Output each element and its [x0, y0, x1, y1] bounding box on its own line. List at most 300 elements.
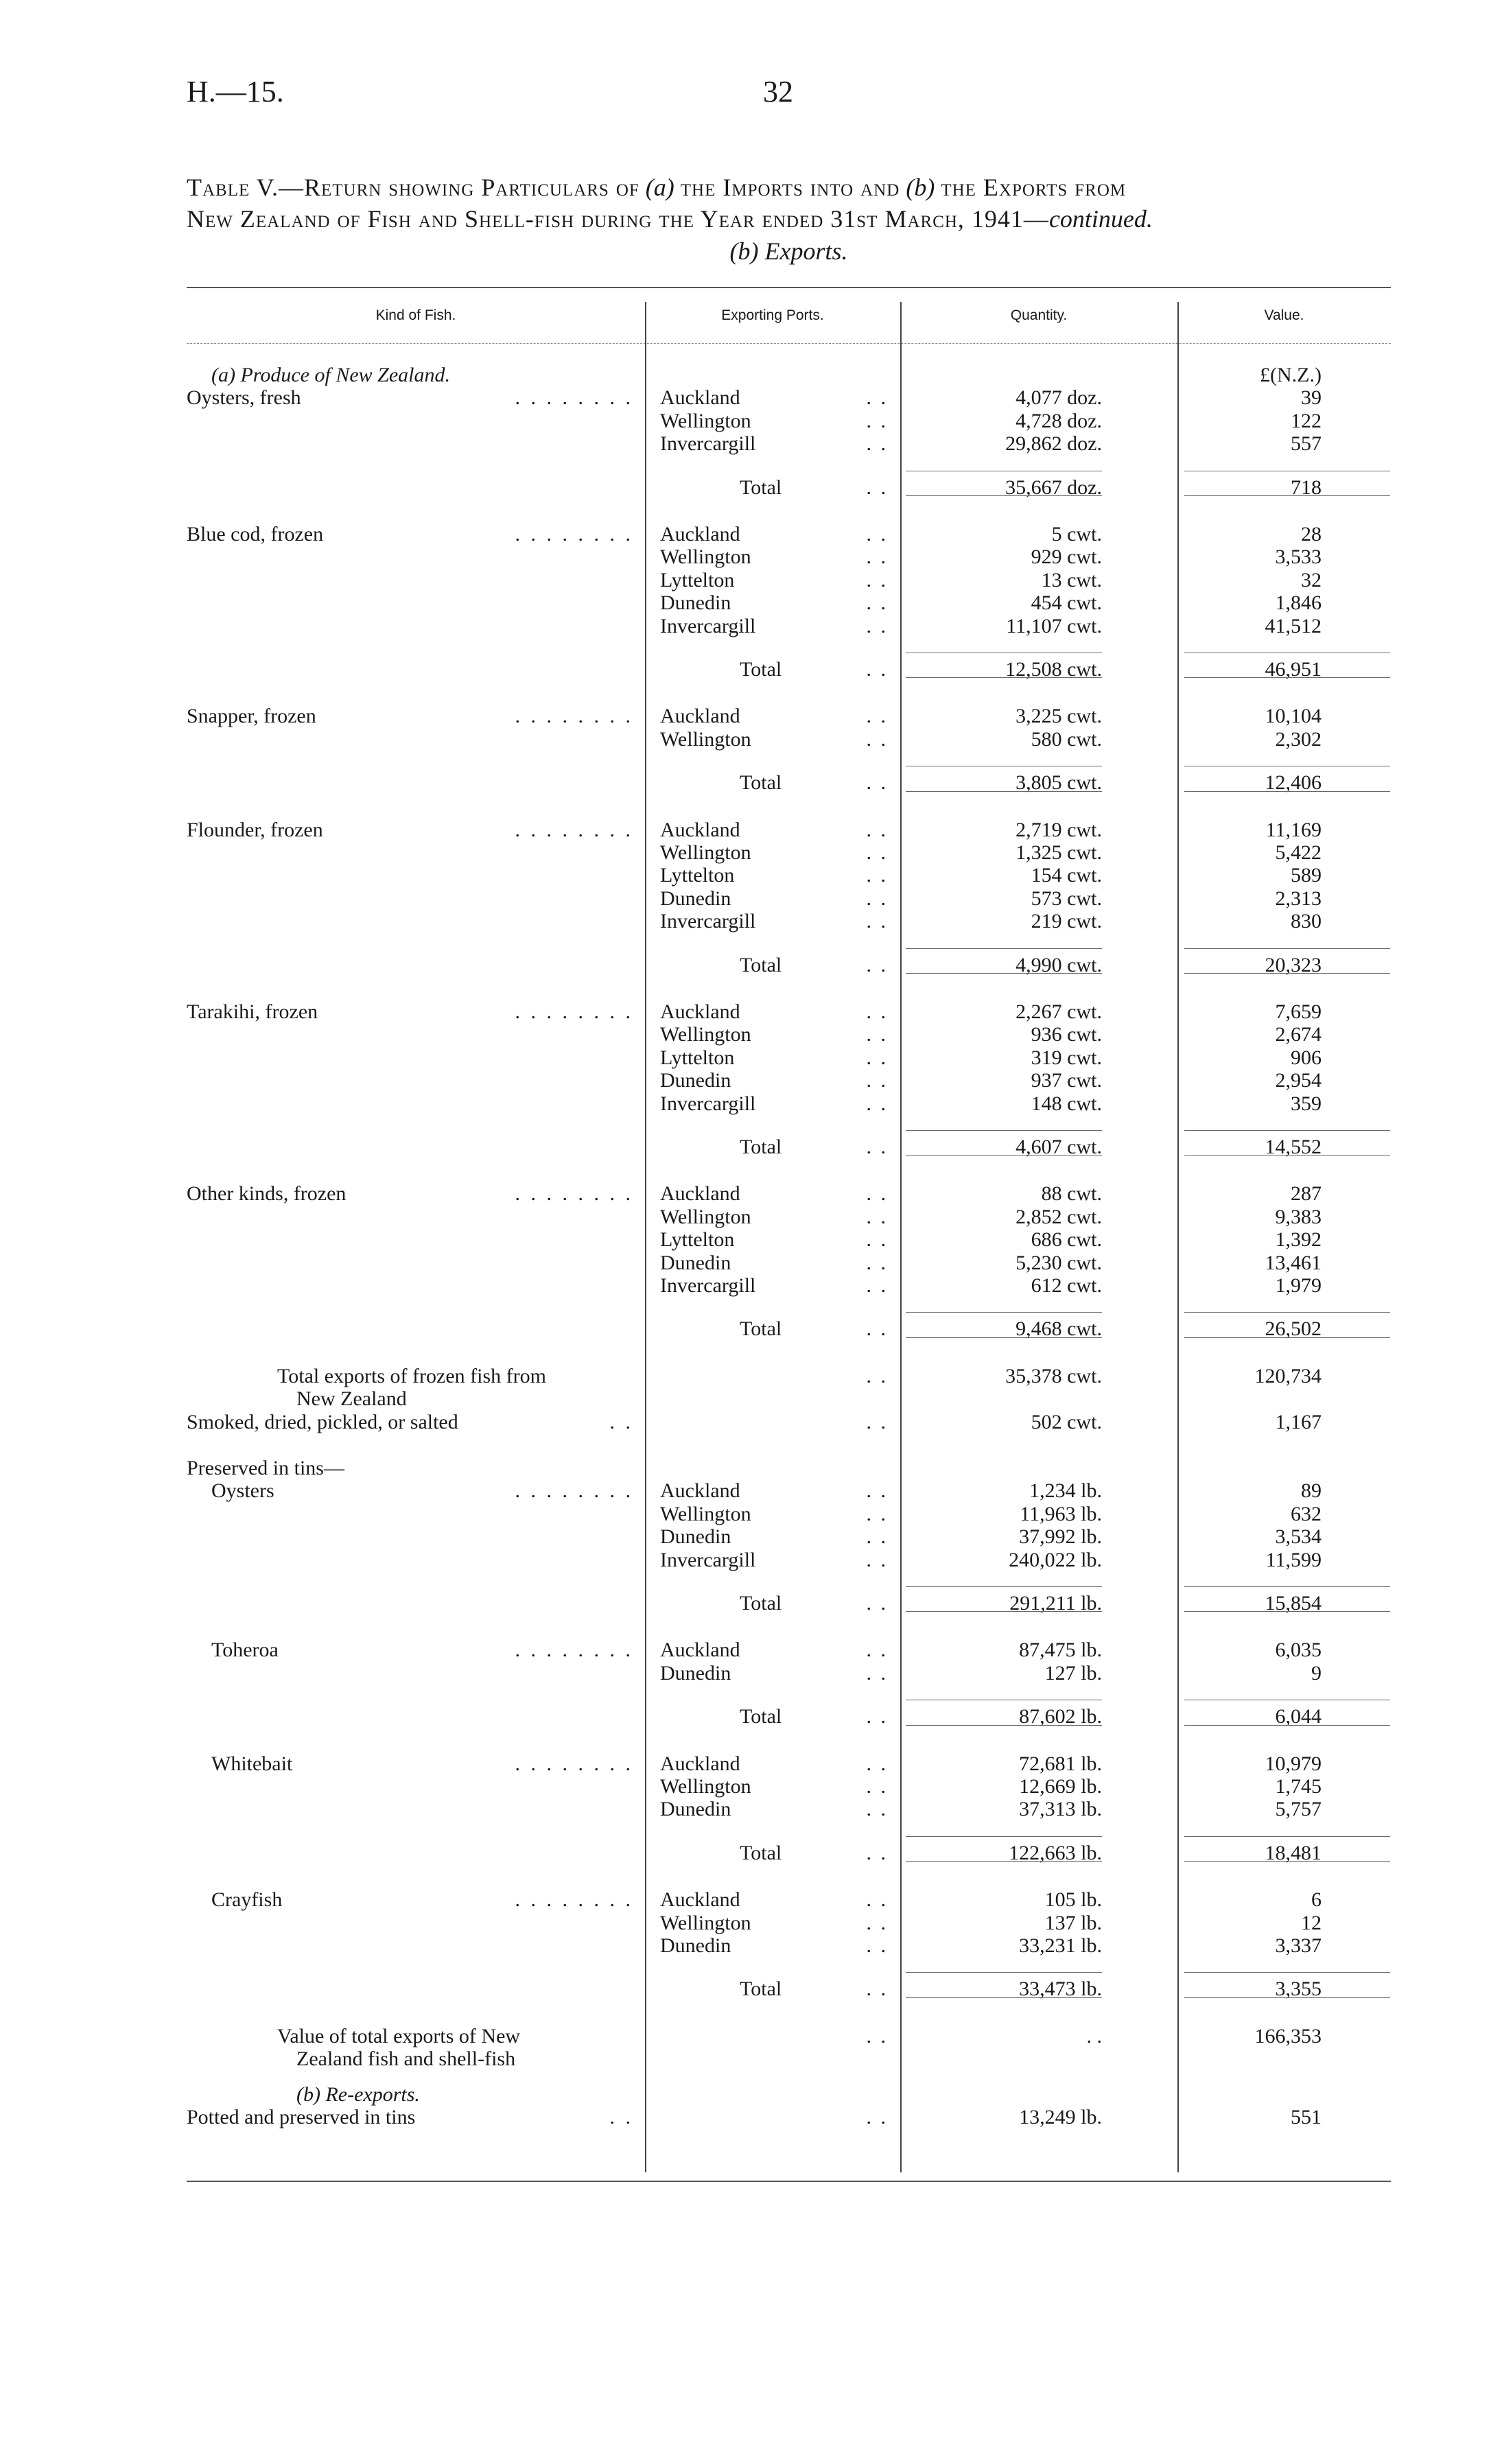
leader-dots: . . . . . . . . — [515, 1000, 633, 1023]
quantity-cell: 72,681 lb. — [1019, 1752, 1102, 1775]
value-cell: 906 — [1291, 1046, 1322, 1069]
value-cell: 1,745 — [1275, 1775, 1322, 1798]
leader-dots: . . . . . . . . — [515, 1888, 633, 1911]
value-cell: 359 — [1291, 1092, 1322, 1115]
total-value: 15,854 — [1265, 1592, 1322, 1615]
table-row — [0, 432, 1491, 456]
quantity-cell: 11,107 cwt. — [1006, 615, 1102, 637]
leader-dots: . . — [866, 1136, 888, 1158]
table-row — [0, 841, 1491, 865]
table-row — [0, 1503, 1491, 1526]
total-quantity: 87,602 lb. — [1019, 1705, 1102, 1728]
leader-dots: . . — [866, 1798, 888, 1820]
column-header-kind: Kind of Fish. — [375, 307, 456, 323]
column-header-value: Value. — [1264, 307, 1304, 323]
leader-dots: . . . . . . . . — [515, 386, 633, 409]
quantity-cell: 929 cwt. — [1031, 545, 1102, 568]
exporting-port: Auckland — [660, 1888, 740, 1911]
leader-dots: . . — [866, 1752, 888, 1775]
exporting-port: Dunedin — [660, 1662, 731, 1685]
table-row — [0, 1888, 1491, 1912]
table-row — [0, 1206, 1491, 1229]
kind-of-fish: Tarakihi, frozen — [187, 1000, 318, 1023]
table-row — [0, 887, 1491, 911]
quantity-cell: 87,475 lb. — [1019, 1639, 1102, 1661]
value-cell: 6,035 — [1275, 1639, 1322, 1661]
leader-dots: . . — [866, 386, 888, 409]
table-row — [0, 1023, 1491, 1046]
quantity-cell: 29,862 doz. — [1005, 432, 1102, 455]
table-row — [0, 1639, 1491, 1662]
value-cell: 1,167 — [1275, 1411, 1322, 1433]
exporting-port: Auckland — [660, 705, 740, 727]
subtotal-rule-quantity — [906, 1130, 1102, 1131]
leader-dots: . . — [866, 476, 888, 499]
exporting-port: Dunedin — [660, 1252, 731, 1274]
quantity-cell: 3,225 cwt. — [1015, 705, 1102, 727]
leader-dots: . . — [866, 1479, 888, 1502]
value-cell: 2,302 — [1275, 728, 1322, 751]
exporting-port: Auckland — [660, 1479, 740, 1502]
total-underline-value — [1184, 1611, 1390, 1612]
exporting-port: Wellington — [660, 841, 751, 864]
value-cell: 551 — [1291, 2106, 1322, 2128]
value-cell: 12 — [1301, 1912, 1322, 1934]
total-value: 46,951 — [1265, 658, 1322, 681]
grand-total-value: 166,353 — [1254, 2025, 1322, 2048]
leader-dots: . . . . . . . . — [515, 1182, 633, 1205]
title-b-label: (b) — [906, 174, 935, 201]
total-label: Total — [740, 1136, 782, 1158]
column-header-ports: Exporting Ports. — [721, 307, 824, 323]
subtotal-rule-quantity — [906, 1836, 1102, 1837]
exporting-port: Auckland — [660, 819, 740, 841]
total-frozen-value: 120,734 — [1254, 1365, 1322, 1387]
value-cell: 6 — [1311, 1888, 1322, 1911]
value-cell: 589 — [1291, 864, 1322, 887]
quantity-cell: 2,719 cwt. — [1015, 819, 1102, 841]
leader-dots: . . — [866, 1639, 888, 1661]
value-cell: 1,392 — [1275, 1228, 1322, 1251]
table-row — [0, 1274, 1491, 1298]
quantity-cell: 11,963 lb. — [1020, 1503, 1102, 1525]
table-row — [0, 545, 1491, 569]
quantity-cell: 936 cwt. — [1031, 1023, 1102, 1046]
leader-dots: . . — [866, 1206, 888, 1228]
total-quantity: 35,667 doz. — [1005, 476, 1102, 499]
table-row — [0, 1252, 1491, 1275]
quantity-cell: 612 cwt. — [1031, 1274, 1102, 1297]
total-quantity: 9,468 cwt. — [1015, 1317, 1102, 1340]
table-row — [0, 523, 1491, 546]
total-value: 3,355 — [1275, 1978, 1322, 2000]
leader-dots: . . — [866, 1525, 888, 1548]
leader-dots: . . — [866, 1046, 888, 1069]
total-value: 14,552 — [1265, 1136, 1322, 1158]
leader-dots: . . — [866, 954, 888, 976]
value-cell: 632 — [1291, 1503, 1322, 1525]
value-cell: 9 — [1311, 1662, 1322, 1685]
table-row — [0, 1549, 1491, 1572]
total-quantity: 12,508 cwt. — [1005, 658, 1102, 681]
exporting-port: Invercargill — [660, 910, 756, 932]
total-quantity: 3,805 cwt. — [1015, 771, 1102, 794]
total-label: Total — [740, 476, 782, 499]
quantity-cell: 4,728 doz. — [1015, 410, 1102, 432]
leader-dots: . . — [866, 1411, 888, 1433]
leader-dots: . . — [866, 615, 888, 637]
kind-of-fish: Flounder, frozen — [187, 819, 323, 841]
page-number: 32 — [763, 75, 793, 108]
smoked-row — [0, 1411, 1491, 1434]
exporting-port: Auckland — [660, 1000, 740, 1023]
leader-dots: . . — [866, 410, 888, 432]
table-row — [0, 1912, 1491, 1935]
value-cell: 39 — [1301, 386, 1322, 409]
preserved-heading: Preserved in tins— — [187, 1457, 344, 1479]
leader-dots: . . — [866, 1888, 888, 1911]
preserved-heading-row — [0, 1457, 1491, 1480]
exporting-port: Wellington — [660, 1023, 751, 1046]
table-row — [0, 1525, 1491, 1549]
value-cell: 10,104 — [1265, 705, 1322, 727]
leader-dots: . . — [866, 569, 888, 591]
section-a-row — [0, 364, 1491, 387]
subtotal-rule-value — [1184, 1130, 1390, 1131]
total-label: Total — [740, 1842, 782, 1864]
total-frozen-label-2: New Zealand — [296, 1387, 407, 1410]
quantity-cell: 454 cwt. — [1031, 591, 1102, 614]
table-row — [0, 819, 1491, 842]
title-a-label: (a) — [645, 174, 674, 201]
quantity-cell: 13 cwt. — [1041, 569, 1102, 591]
leader-dots: . . — [866, 1775, 888, 1798]
leader-dots: . . — [866, 1503, 888, 1525]
total-underline-value — [1184, 1861, 1390, 1862]
leader-dots: . . — [866, 910, 888, 932]
quantity-cell: 502 cwt. — [1031, 1411, 1102, 1433]
exporting-port: Invercargill — [660, 615, 756, 637]
section-b-heading: (b) Re-exports. — [296, 2083, 420, 2106]
table-row — [0, 1069, 1491, 1092]
quantity-cell: 319 cwt. — [1031, 1046, 1102, 1069]
table-row — [0, 410, 1491, 433]
kind-of-fish: Potted and preserved in tins — [187, 2106, 416, 2128]
total-label: Total — [740, 1592, 782, 1615]
total-underline-value — [1184, 1337, 1390, 1338]
subtotal-rule-value — [1184, 1586, 1390, 1587]
leader-dots: . . — [866, 545, 888, 568]
table-row — [0, 1798, 1491, 1821]
total-quantity: 4,607 cwt. — [1015, 1136, 1102, 1158]
total-label: Total — [740, 954, 782, 976]
quantity-cell: 240,022 lb. — [1009, 1549, 1102, 1571]
exporting-port: Invercargill — [660, 1549, 756, 1571]
total-underline-quantity — [906, 791, 1102, 792]
reexports-row — [0, 2106, 1491, 2129]
exporting-port: Lyttelton — [660, 1228, 735, 1251]
value-cell: 2,313 — [1275, 887, 1322, 910]
kind-of-fish: Crayfish — [211, 1888, 283, 1911]
leader-dots: . . — [866, 1182, 888, 1205]
leader-dots: . . . . . . . . — [515, 819, 633, 841]
table-row — [0, 1228, 1491, 1252]
value-cell: 557 — [1291, 432, 1322, 455]
exporting-port: Invercargill — [660, 432, 756, 455]
title-line2: New Zealand of Fish and Shell-fish during the Year ended 31st March, 1941— — [187, 205, 1049, 233]
leader-dots: . . — [866, 819, 888, 841]
total-underline-quantity — [906, 1611, 1102, 1612]
leader-dots: . . — [866, 1000, 888, 1023]
exporting-port: Auckland — [660, 1182, 740, 1205]
value-cell: 28 — [1301, 523, 1322, 545]
exporting-port: Dunedin — [660, 1934, 731, 1957]
total-underline-value — [1184, 495, 1390, 496]
leader-dots: . . — [609, 2106, 633, 2128]
leader-dots: . . — [866, 1228, 888, 1251]
leader-dots: . . — [866, 432, 888, 455]
leader-dots: . . . . . . . . — [515, 523, 633, 545]
total-label: Total — [740, 658, 782, 681]
leader-dots: . . — [866, 1842, 888, 1864]
leader-dots: . . . . . . . . — [515, 1752, 633, 1775]
table-row — [0, 910, 1491, 933]
total-label: Total — [740, 1978, 782, 2000]
quantity-cell: 37,313 lb. — [1019, 1798, 1102, 1820]
value-cell: 2,954 — [1275, 1069, 1322, 1092]
kind-of-fish: Toheroa — [211, 1639, 279, 1661]
quantity-cell: 88 cwt. — [1041, 1182, 1102, 1205]
subtotal-rule-value — [1184, 1972, 1390, 1973]
exporting-port: Dunedin — [660, 1069, 731, 1092]
section-b-row — [0, 2083, 1491, 2107]
total-label: Total — [740, 1317, 782, 1340]
document-code: H.—15. — [187, 75, 284, 108]
leader-dots: . . — [866, 1023, 888, 1046]
table-row — [0, 1046, 1491, 1070]
total-quantity: 33,473 lb. — [1019, 1978, 1102, 2000]
title-middle: the Imports into and — [680, 174, 900, 201]
leader-dots: . . — [866, 1978, 888, 2000]
exporting-port: Wellington — [660, 1206, 751, 1228]
quantity-cell: 37,992 lb. — [1019, 1525, 1102, 1548]
total-underline-value — [1184, 791, 1390, 792]
exporting-port: Auckland — [660, 1752, 740, 1775]
value-cell: 3,534 — [1275, 1525, 1322, 1548]
quantity-cell: 154 cwt. — [1031, 864, 1102, 887]
value-cell: 3,533 — [1275, 545, 1322, 568]
quantity-cell: 12,669 lb. — [1019, 1775, 1102, 1798]
value-cell: 287 — [1291, 1182, 1322, 1205]
total-quantity: 4,990 cwt. — [1015, 954, 1102, 976]
quantity-cell: 4,077 doz. — [1015, 386, 1102, 409]
total-underline-quantity — [906, 1997, 1102, 1998]
total-label: Total — [740, 771, 782, 794]
total-frozen-row-2 — [0, 1387, 1491, 1411]
exporting-port: Wellington — [660, 545, 751, 568]
value-cell: 41,512 — [1265, 615, 1322, 637]
exporting-port: Invercargill — [660, 1274, 756, 1297]
exporting-port: Dunedin — [660, 1798, 731, 1820]
leader-dots: . . . . . . . . — [515, 1479, 633, 1502]
exporting-port: Wellington — [660, 410, 751, 432]
exporting-port: Invercargill — [660, 1092, 756, 1115]
quantity-cell: 105 lb. — [1044, 1888, 1102, 1911]
grand-total-row — [0, 2025, 1491, 2048]
value-cell: 1,846 — [1275, 591, 1322, 614]
total-value: 18,481 — [1265, 1842, 1322, 1864]
leader-dots: . . — [866, 2025, 888, 2048]
table-row — [0, 1752, 1491, 1776]
kind-of-fish: Smoked, dried, pickled, or salted — [187, 1411, 458, 1433]
total-label: Total — [740, 1705, 782, 1728]
leader-dots: . . — [866, 1252, 888, 1274]
value-cell: 10,979 — [1265, 1752, 1322, 1775]
total-underline-quantity — [906, 973, 1102, 974]
table-row — [0, 569, 1491, 592]
table-row — [0, 615, 1491, 638]
leader-dots: . . — [866, 523, 888, 545]
total-frozen-label: Total exports of frozen fish from — [277, 1365, 546, 1387]
table-row — [0, 705, 1491, 728]
exporting-port: Wellington — [660, 1775, 751, 1798]
table-row — [0, 1182, 1491, 1206]
quantity-cell: 937 cwt. — [1031, 1069, 1102, 1092]
table-row — [0, 864, 1491, 887]
leader-dots: . . . . . . . . — [515, 705, 633, 727]
quantity-cell: 148 cwt. — [1031, 1092, 1102, 1115]
quantity-cell: 1,325 cwt. — [1015, 841, 1102, 864]
leader-dots: . . — [866, 1274, 888, 1297]
leader-dots: . . — [866, 705, 888, 727]
leader-dots: . . — [866, 1705, 888, 1728]
quantity-cell: 5,230 cwt. — [1015, 1252, 1102, 1274]
subtotal-rule-value — [1184, 948, 1390, 949]
value-cell: 5,422 — [1275, 841, 1322, 864]
total-underline-value — [1184, 1725, 1390, 1726]
title-prefix: Table V.—Return showing Particulars of — [187, 174, 639, 201]
value-cell: 830 — [1291, 910, 1322, 932]
leader-dots: . . — [609, 1411, 633, 1433]
grand-total-label: Value of total exports of New — [277, 2025, 521, 2048]
quantity-cell: 2,267 cwt. — [1015, 1000, 1102, 1023]
total-value: 718 — [1291, 476, 1322, 499]
leader-dots: . . — [866, 1317, 888, 1340]
value-cell: 32 — [1301, 569, 1322, 591]
kind-of-fish: Oysters — [211, 1479, 274, 1502]
value-cell: 3,337 — [1275, 1934, 1322, 1957]
value-cell: 7,659 — [1275, 1000, 1322, 1023]
kind-of-fish: Whitebait — [211, 1752, 293, 1775]
leader-dots: . . — [866, 841, 888, 864]
quantity-cell: 13,249 lb. — [1019, 2106, 1102, 2128]
currency-unit: £(N.Z.) — [1260, 364, 1322, 386]
leader-dots: . . — [866, 1934, 888, 1957]
table-row — [0, 1775, 1491, 1798]
section-a-heading: (a) Produce of New Zealand. — [211, 364, 451, 386]
value-cell: 1,979 — [1275, 1274, 1322, 1297]
subtotal-rule-quantity — [906, 1586, 1102, 1587]
leader-dots: . . — [866, 1549, 888, 1571]
total-frozen-quantity: 35,378 cwt. — [1005, 1365, 1102, 1387]
kind-of-fish: Other kinds, frozen — [187, 1182, 347, 1205]
table-row — [0, 1662, 1491, 1685]
leader-dots: . . — [866, 887, 888, 910]
total-value: 6,044 — [1275, 1705, 1322, 1728]
quantity-cell: 686 cwt. — [1031, 1228, 1102, 1251]
leader-dots: . . — [866, 771, 888, 794]
total-frozen-row — [0, 1365, 1491, 1388]
total-quantity: 291,211 lb. — [1009, 1592, 1102, 1615]
table-row — [0, 1934, 1491, 1958]
total-underline-value — [1184, 1997, 1390, 1998]
value-cell: 5,757 — [1275, 1798, 1322, 1820]
table-row — [0, 1000, 1491, 1024]
total-underline-value — [1184, 677, 1390, 678]
exporting-port: Dunedin — [660, 591, 731, 614]
leader-dots: . . — [866, 1592, 888, 1615]
value-cell: 122 — [1291, 410, 1322, 432]
quantity-cell: 573 cwt. — [1031, 887, 1102, 910]
value-cell: 9,383 — [1275, 1206, 1322, 1228]
exporting-port: Lyttelton — [660, 569, 735, 591]
total-underline-quantity — [906, 1861, 1102, 1862]
column-header-quantity: Quantity. — [1010, 307, 1068, 323]
total-underline-value — [1184, 973, 1390, 974]
table-row — [0, 386, 1491, 410]
table-subtitle: (b) Exports. — [729, 237, 848, 265]
leader-dots: . . — [866, 658, 888, 681]
kind-of-fish: Snapper, frozen — [187, 705, 316, 727]
kind-of-fish: Blue cod, frozen — [187, 523, 324, 545]
quantity-cell: 580 cwt. — [1031, 728, 1102, 751]
exporting-port: Lyttelton — [660, 1046, 735, 1069]
total-underline-quantity — [906, 1337, 1102, 1338]
leader-dots: . . — [866, 1365, 888, 1387]
value-cell: 89 — [1301, 1479, 1322, 1502]
exporting-port: Wellington — [660, 1912, 751, 1934]
leader-dots: . . — [866, 1662, 888, 1685]
leader-dots: . . — [866, 1912, 888, 1934]
total-underline-quantity — [906, 1725, 1102, 1726]
title-continued: continued. — [1048, 205, 1153, 233]
subtotal-rule-quantity — [906, 1312, 1102, 1313]
table-row — [0, 591, 1491, 615]
total-value: 20,323 — [1265, 954, 1322, 976]
subtotal-rule-value — [1184, 1836, 1390, 1837]
exporting-port: Dunedin — [660, 887, 731, 910]
quantity-cell: 219 cwt. — [1031, 910, 1102, 932]
quantity-cell: 2,852 cwt. — [1015, 1206, 1102, 1228]
exporting-port: Auckland — [660, 523, 740, 545]
grand-total-label-2: Zealand fish and shell-fish — [296, 2048, 516, 2070]
quantity-cell: 33,231 lb. — [1019, 1934, 1102, 1957]
quantity-cell: 137 lb. — [1044, 1912, 1102, 1934]
leader-dots: . . — [866, 1092, 888, 1115]
exporting-port: Dunedin — [660, 1525, 731, 1548]
table-row — [0, 1479, 1491, 1503]
total-quantity: 122,663 lb. — [1009, 1842, 1102, 1864]
value-cell: 11,599 — [1265, 1549, 1322, 1571]
value-cell: 13,461 — [1265, 1252, 1322, 1274]
exporting-port: Wellington — [660, 1503, 751, 1525]
leader-dots: . . — [866, 591, 888, 614]
leader-dots: . . — [866, 864, 888, 887]
total-underline-quantity — [906, 677, 1102, 678]
quantity-cell: 127 lb. — [1044, 1662, 1102, 1685]
exporting-port: Auckland — [660, 1639, 740, 1661]
value-cell: 2,674 — [1275, 1023, 1322, 1046]
